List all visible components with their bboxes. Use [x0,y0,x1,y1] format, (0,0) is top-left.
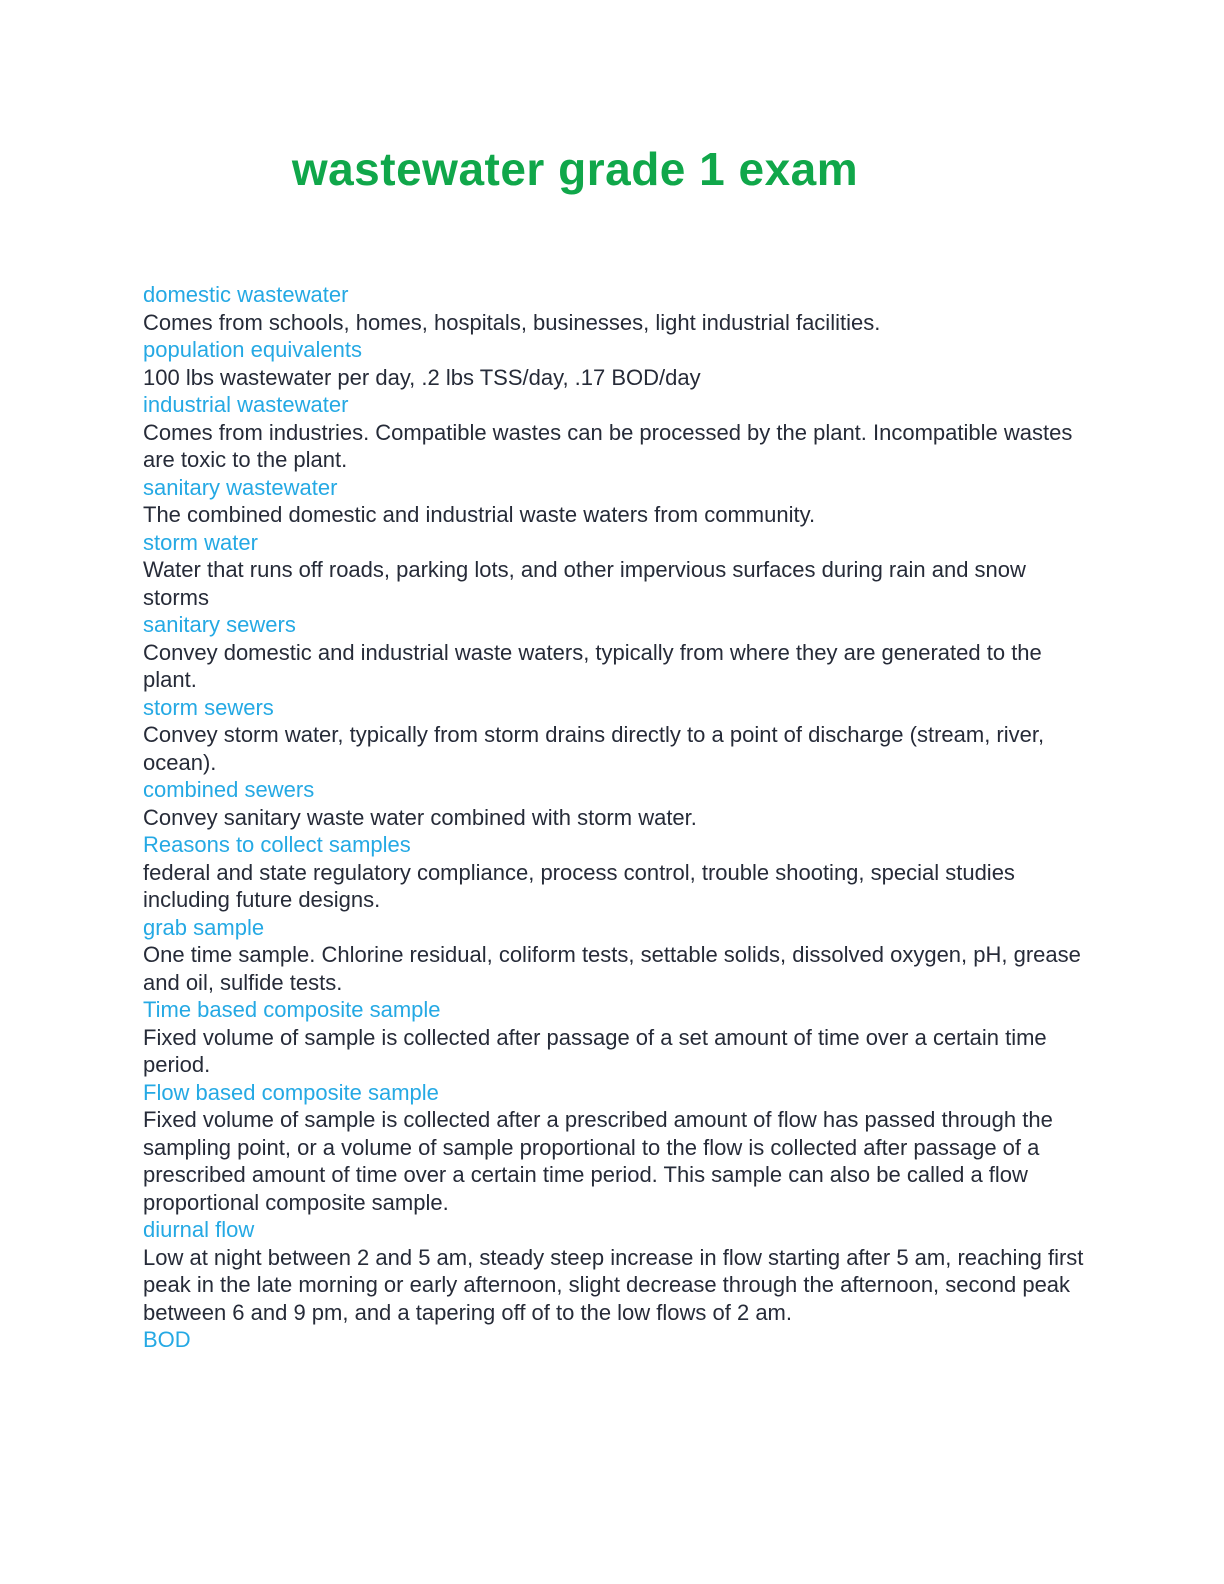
term-label: BOD [143,1327,191,1352]
term-label: sanitary sewers [143,612,296,637]
page-title: wastewater grade 1 exam [291,143,859,195]
term-label: Time based composite sample [143,997,441,1022]
term-label: sanitary wastewater [143,474,338,500]
term-label: Reasons to collect samples [143,832,411,857]
term-definition: 100 lbs wastewater per day, .2 lbs TSS/day, .17 BOD/day [143,364,701,390]
term-label: industrial wastewater [143,392,349,417]
glossary-entry [143,391,1088,474]
term-label: Flow based composite sample [143,1079,439,1105]
glossary-entry [143,611,1088,694]
term-definition: Water that runs off roads, parking lots, and other impervious surfaces during rain and snow storms [143,557,1033,610]
term-label: storm sewers [143,694,274,720]
term-definition: Comes from industries. Compatible wastes can be processed by the plant. Incompatible wastes are toxic to the plant. [143,419,1079,472]
term-definition: Fixed volume of sample is collected after passage of a set amount of time over a certain time period. [143,1024,1053,1077]
term-definition: Convey domestic and industrial waste waters, typically from where they are generated to the plant. [143,639,1048,692]
term-definition: Convey storm water, typically from storm drains directly to a point of discharge (stream, river, ocean). [143,722,1051,775]
glossary-entry [143,474,1088,529]
term-definition: Comes from schools, homes, hospitals, businesses, light industrial facilities. [143,309,881,335]
glossary-entry [143,831,1088,914]
term-definition: Low at night between 2 and 5 am, steady steep increase in flow starting after 5 am, reaching first peak in the late morning or early afternoon, slight decrease through the afternoon, second peak between 6 and 9 pm, and a tapering off of to the low flows of 2 am. [143,1244,1090,1325]
term-label: population equivalents [143,337,362,362]
glossary-entry [143,1326,1088,1354]
glossary-entry [143,1079,1088,1217]
glossary-entry [143,776,1088,831]
glossary-entry [143,336,1088,391]
term-definition: One time sample. Chlorine residual, coliform tests, settable solids, dissolved oxygen, pH, grease and oil, sulfide tests. [143,942,1088,995]
glossary-entry [143,996,1088,1079]
term-label: domestic wastewater [143,282,349,307]
term-definition: federal and state regulatory compliance, process control, trouble shooting, special studies including future designs. [143,859,1022,912]
term-label: diurnal flow [143,1217,255,1242]
glossary-entry [143,914,1088,997]
term-label: combined sewers [143,777,315,802]
term-definition: The combined domestic and industrial waste waters from community. [143,502,816,527]
term-label: storm water [143,529,258,555]
term-definition: Fixed volume of sample is collected after a prescribed amount of flow has passed through the sampling point, or a volume of sample proportional to the flow is collected after passage of a prescribed amount of time over a certain time period. This sample can also be called a flow proportional composite sample. [143,1107,1059,1215]
glossary-entry [143,281,1088,336]
term-definition: Convey sanitary waste water combined with storm water. [143,804,697,830]
glossary-entry [143,1216,1088,1326]
glossary-entry [143,529,1088,612]
glossary-list [143,281,1088,1354]
glossary-entry [143,694,1088,777]
term-label: grab sample [143,914,265,940]
